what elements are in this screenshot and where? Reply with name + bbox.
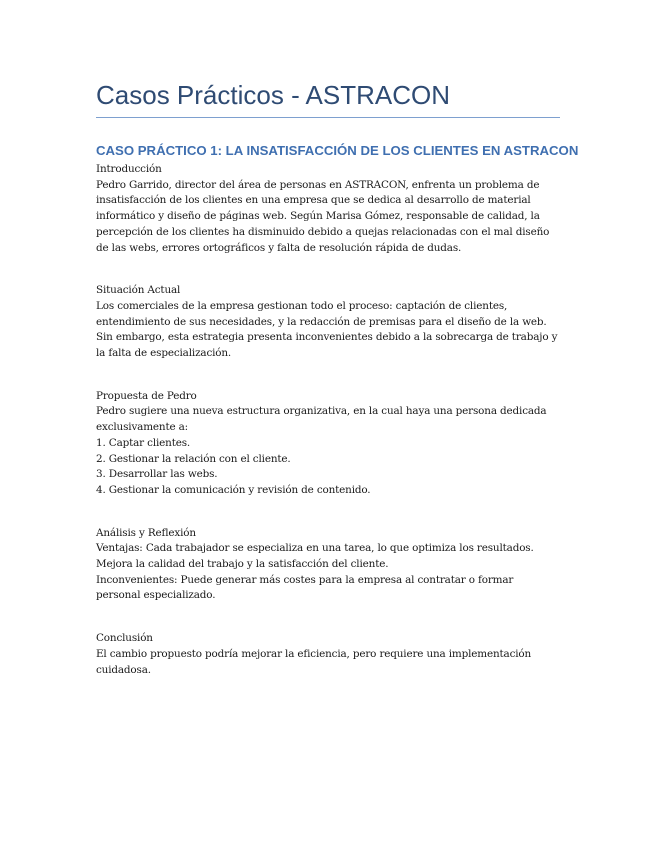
conclusion-section	[96, 631, 560, 678]
current-situation-body: Los comerciales de la empresa gestionan todo el proceso: captación de clientes, entendimiento de sus necesidades, y la redacción de premisas para el diseño de la web. Sin embargo, esta estrategia presenta inconvenientes debido a la sobrecarga de trabajo y la falta de especialización.	[96, 299, 558, 360]
document-title: Casos Prácticos - ASTRACON	[96, 78, 560, 118]
proposal-body: Pedro sugiere una nueva estructura organizativa, en la cual haya una persona dedicada exclusivamente a:	[96, 405, 547, 434]
proposal-section	[96, 389, 560, 499]
analysis-advantages: Ventajas: Cada trabajador se especializa en una tarea, lo que optimiza los resultados. Mejora la calidad del trabajo y la satisfacción del cliente.	[96, 542, 534, 571]
intro-title: Introducción	[96, 163, 162, 175]
conclusion-title: Conclusión	[96, 632, 153, 645]
proposal-title: Propuesta de Pedro	[96, 389, 197, 402]
analysis-title: Análisis y Reflexión	[96, 526, 196, 539]
proposal-list-item: 4. Gestionar la comunicación y revisión de contenido.	[96, 483, 371, 496]
current-situation-title: Situación Actual	[96, 284, 181, 297]
proposal-list-item: 2. Gestionar la relación con el cliente.	[96, 452, 291, 465]
intro-body: Pedro Garrido, director del área de personas en ASTRACON, enfrenta un problema de insatisfacción de los clientes en una empresa que se dedica al desarrollo de material informático y diseño de páginas web. Según Marisa Gómez, responsable de calidad, la percepción de los clientes ha disminuido debido a quejas relacionadas con el mal diseño de las webs, errores ortográficos y falta de resolución rápida de dudas.	[96, 178, 550, 254]
proposal-list-item: 3. Desarrollar las webs.	[96, 468, 218, 481]
case-heading: CASO PRÁCTICO 1: LA INSATISFACCIÓN DE LOS CLIENTES EN ASTRACON	[96, 143, 579, 158]
analysis-disadvantages: Inconvenientes: Puede generar más costes para la empresa al contratar o formar personal especializado.	[96, 573, 514, 602]
conclusion-body: El cambio propuesto podría mejorar la eficiencia, pero requiere una implementación cuidadosa.	[96, 647, 532, 676]
proposal-list-item: 1. Captar clientes.	[96, 436, 191, 449]
document-page	[96, 78, 579, 678]
current-situation-section	[96, 283, 560, 362]
intro-section	[96, 162, 560, 256]
analysis-section	[96, 526, 560, 605]
